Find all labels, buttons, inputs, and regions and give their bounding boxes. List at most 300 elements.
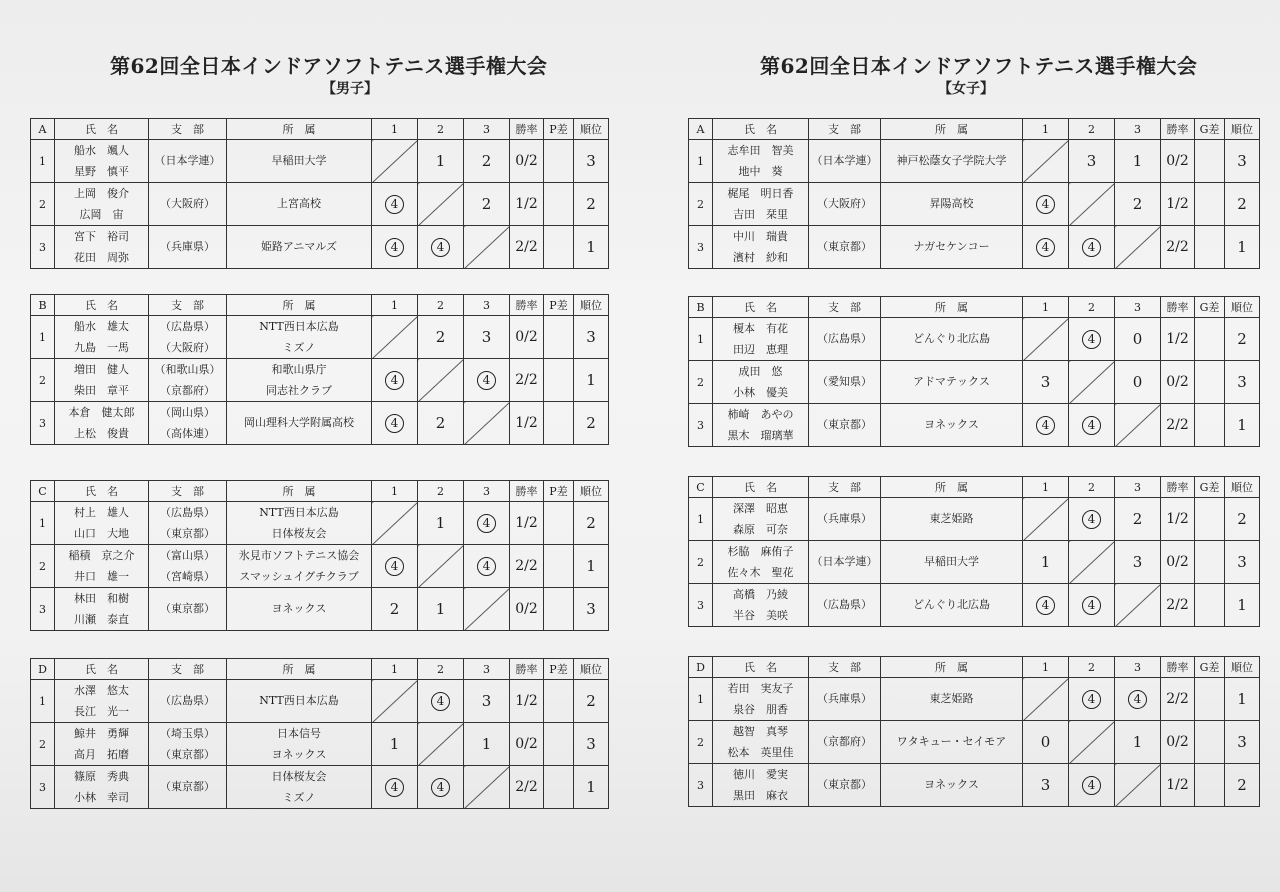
header-row bbox=[31, 659, 609, 680]
branch bbox=[809, 140, 881, 183]
group-label: B bbox=[689, 297, 713, 318]
header-affiliation: 所 属 bbox=[881, 657, 1023, 678]
table-row bbox=[31, 545, 609, 588]
point-diff bbox=[544, 680, 574, 723]
header-rank: 順位 bbox=[1225, 119, 1260, 140]
header-col-2: 2 bbox=[418, 295, 464, 316]
rank: 1 bbox=[1225, 404, 1260, 447]
row-index: 1 bbox=[31, 140, 55, 183]
player-names bbox=[55, 723, 149, 766]
player-names bbox=[713, 361, 809, 404]
header-row bbox=[31, 119, 609, 140]
self-match-diagonal bbox=[1023, 140, 1069, 183]
header-rank: 順位 bbox=[1225, 657, 1260, 678]
header-col-1: 1 bbox=[372, 659, 418, 680]
player-names-line-2: 吉田 栞里 bbox=[733, 208, 788, 221]
group-table-a bbox=[30, 118, 609, 269]
affiliation bbox=[881, 183, 1023, 226]
row-index: 2 bbox=[31, 183, 55, 226]
player-names-line-2: 上松 俊貴 bbox=[74, 427, 129, 440]
branch-line-1: （大阪府） bbox=[160, 197, 215, 210]
self-match-diagonal bbox=[1069, 541, 1115, 584]
player-names-line-2: 森原 可奈 bbox=[733, 523, 788, 536]
score-cell-3 bbox=[1115, 721, 1161, 764]
score-cell-2 bbox=[418, 588, 464, 631]
row-index: 3 bbox=[689, 764, 713, 807]
affiliation-line-1: 東芝姫路 bbox=[929, 512, 974, 525]
branch-line-1: （東京都） bbox=[817, 418, 872, 431]
branch bbox=[149, 402, 227, 445]
point-diff bbox=[1195, 140, 1225, 183]
affiliation-line-1: どんぐり北広島 bbox=[913, 332, 990, 345]
self-match-diagonal bbox=[372, 316, 418, 359]
self-match-diagonal bbox=[1069, 721, 1115, 764]
header-row bbox=[31, 481, 609, 502]
branch-line-1: （広島県） bbox=[160, 320, 215, 333]
group-label: A bbox=[31, 119, 55, 140]
table-row bbox=[31, 680, 609, 723]
affiliation bbox=[881, 764, 1023, 807]
score-cell-1 bbox=[372, 402, 418, 445]
player-names-line-2: 濱村 紗和 bbox=[733, 251, 788, 264]
header-col-2: 2 bbox=[418, 659, 464, 680]
rank: 1 bbox=[574, 766, 609, 809]
win-score-circled: 4 bbox=[1036, 195, 1055, 214]
affiliation-line-1: ヨネックス bbox=[924, 418, 979, 431]
row-index: 3 bbox=[31, 766, 55, 809]
win-score-circled: 4 bbox=[1128, 690, 1147, 709]
affiliation-line-1: 神戸松蔭女子学院大学 bbox=[896, 154, 1007, 167]
loss-score: 2 bbox=[389, 600, 400, 618]
row-index: 3 bbox=[31, 402, 55, 445]
player-names-line-2: 星野 慎平 bbox=[74, 165, 129, 178]
player-names-line-1: 鯨井 勇輝 bbox=[74, 727, 129, 740]
affiliation-line-1: 氷見市ソフトテニス協会 bbox=[238, 549, 360, 562]
player-names-line-2: 広岡 宙 bbox=[79, 208, 124, 221]
page-title: 第62回全日本インドアソフトテニス選手権大会 bbox=[110, 54, 548, 78]
table-row bbox=[689, 183, 1260, 226]
affiliation bbox=[227, 680, 372, 723]
header-diff: G差 bbox=[1195, 657, 1225, 678]
point-diff bbox=[544, 766, 574, 809]
header-name: 氏 名 bbox=[55, 659, 149, 680]
header-name: 氏 名 bbox=[55, 119, 149, 140]
player-names bbox=[55, 316, 149, 359]
branch-line-1: （兵庫県） bbox=[817, 692, 872, 705]
header-col-3: 3 bbox=[1115, 297, 1161, 318]
player-names-line-1: 高橋 乃綾 bbox=[733, 588, 788, 601]
header-branch: 支 部 bbox=[809, 477, 881, 498]
win-score-circled: 4 bbox=[1082, 330, 1101, 349]
branch bbox=[149, 226, 227, 269]
affiliation bbox=[227, 766, 372, 809]
player-names-line-2: 柴田 章平 bbox=[74, 384, 129, 397]
affiliation-line-1: ヨネックス bbox=[924, 778, 979, 791]
branch bbox=[149, 502, 227, 545]
loss-score: 1 bbox=[435, 514, 446, 532]
row-index: 2 bbox=[689, 183, 713, 226]
header-name: 氏 名 bbox=[713, 119, 809, 140]
score-cell-3 bbox=[1115, 678, 1161, 721]
loss-score: 1 bbox=[481, 735, 492, 753]
win-rate: 1/2 bbox=[510, 183, 544, 226]
score-cell-2 bbox=[1069, 584, 1115, 627]
branch-line-1: （東京都） bbox=[160, 780, 215, 793]
player-names-line-2: 地中 葵 bbox=[738, 165, 783, 178]
player-names-line-1: 越智 真琴 bbox=[733, 725, 788, 738]
branch-line-1: （愛知県） bbox=[817, 375, 872, 388]
player-names bbox=[713, 226, 809, 269]
header-name: 氏 名 bbox=[713, 657, 809, 678]
affiliation-line-1: 岡山理科大学附属高校 bbox=[244, 416, 354, 429]
affiliation-line-1: ワタキュー・セイモア bbox=[896, 735, 1007, 748]
rank: 2 bbox=[574, 502, 609, 545]
header-name: 氏 名 bbox=[713, 477, 809, 498]
header-name: 氏 名 bbox=[55, 295, 149, 316]
player-names-line-1: 稲積 京之介 bbox=[68, 549, 135, 562]
group-label: D bbox=[31, 659, 55, 680]
affiliation bbox=[227, 723, 372, 766]
score-cell-1 bbox=[372, 359, 418, 402]
header-win-rate: 勝率 bbox=[1161, 477, 1195, 498]
header-branch: 支 部 bbox=[809, 119, 881, 140]
header-rank: 順位 bbox=[1225, 477, 1260, 498]
rank: 2 bbox=[1225, 318, 1260, 361]
player-names-line-1: 杉脇 麻侑子 bbox=[727, 545, 794, 558]
player-names-line-2: 長江 光一 bbox=[74, 705, 129, 718]
self-match-diagonal bbox=[464, 766, 510, 809]
self-match-diagonal bbox=[1023, 498, 1069, 541]
section-subtitle: 【女子】 bbox=[938, 81, 994, 97]
group-table-d bbox=[30, 658, 609, 809]
loss-score: 0 bbox=[1132, 373, 1143, 391]
header-row bbox=[31, 295, 609, 316]
branch bbox=[809, 226, 881, 269]
row-index: 3 bbox=[689, 584, 713, 627]
header-affiliation: 所 属 bbox=[881, 119, 1023, 140]
affiliation bbox=[227, 316, 372, 359]
self-match-diagonal bbox=[464, 226, 510, 269]
header-diff: G差 bbox=[1195, 297, 1225, 318]
row-index: 3 bbox=[689, 404, 713, 447]
affiliation bbox=[227, 545, 372, 588]
player-names-line-2: 井口 雄一 bbox=[74, 570, 129, 583]
point-diff bbox=[544, 545, 574, 588]
affiliation-line-1: 姫路アニマルズ bbox=[260, 240, 338, 253]
score-cell-1 bbox=[1023, 584, 1069, 627]
branch-line-1: （和歌山県） bbox=[154, 363, 221, 376]
player-names-line-1: 榎本 有花 bbox=[733, 322, 788, 335]
group-label: B bbox=[31, 295, 55, 316]
point-diff bbox=[1195, 226, 1225, 269]
win-rate: 2/2 bbox=[1161, 584, 1195, 627]
win-rate: 0/2 bbox=[510, 723, 544, 766]
self-match-diagonal bbox=[418, 359, 464, 402]
self-match-diagonal bbox=[418, 723, 464, 766]
rank: 3 bbox=[1225, 140, 1260, 183]
point-diff bbox=[1195, 584, 1225, 627]
branch-line-2: （宮崎県） bbox=[160, 570, 215, 583]
affiliation bbox=[881, 678, 1023, 721]
player-names bbox=[55, 588, 149, 631]
win-score-circled: 4 bbox=[431, 238, 450, 257]
rank: 1 bbox=[574, 226, 609, 269]
win-rate: 0/2 bbox=[510, 316, 544, 359]
point-diff bbox=[1195, 764, 1225, 807]
header-win-rate: 勝率 bbox=[510, 481, 544, 502]
score-cell-2 bbox=[418, 680, 464, 723]
header-rank: 順位 bbox=[574, 119, 609, 140]
score-cell-3 bbox=[1115, 361, 1161, 404]
player-names-line-1: 増田 健人 bbox=[74, 363, 129, 376]
player-names bbox=[55, 140, 149, 183]
branch bbox=[149, 588, 227, 631]
win-score-circled: 4 bbox=[1082, 596, 1101, 615]
player-names bbox=[713, 678, 809, 721]
win-rate: 2/2 bbox=[1161, 226, 1195, 269]
row-index: 3 bbox=[31, 588, 55, 631]
player-names-line-2: 山口 大地 bbox=[74, 527, 129, 540]
score-cell-2 bbox=[418, 226, 464, 269]
win-rate: 1/2 bbox=[1161, 183, 1195, 226]
branch bbox=[149, 359, 227, 402]
rank: 1 bbox=[1225, 584, 1260, 627]
table-row bbox=[31, 316, 609, 359]
row-index: 1 bbox=[689, 498, 713, 541]
header-col-1: 1 bbox=[1023, 297, 1069, 318]
loss-score: 1 bbox=[435, 600, 446, 618]
loss-score: 3 bbox=[1040, 373, 1051, 391]
header-row bbox=[689, 657, 1260, 678]
self-match-diagonal bbox=[1115, 404, 1161, 447]
header-col-1: 1 bbox=[372, 481, 418, 502]
table-row bbox=[689, 721, 1260, 764]
point-diff bbox=[1195, 721, 1225, 764]
player-names-line-1: 宮下 裕司 bbox=[74, 230, 129, 243]
score-cell-3 bbox=[464, 359, 510, 402]
header-branch: 支 部 bbox=[149, 659, 227, 680]
header-diff: P差 bbox=[544, 481, 574, 502]
rank: 1 bbox=[574, 545, 609, 588]
row-index: 1 bbox=[689, 318, 713, 361]
branch-line-1: （広島県） bbox=[160, 506, 215, 519]
branch bbox=[809, 498, 881, 541]
player-names-line-1: 林田 和樹 bbox=[74, 592, 129, 605]
branch-line-1: （広島県） bbox=[160, 694, 215, 707]
player-names bbox=[55, 545, 149, 588]
score-cell-1 bbox=[1023, 764, 1069, 807]
player-names-line-1: 梶尾 明日香 bbox=[727, 187, 794, 200]
group-label: D bbox=[689, 657, 713, 678]
affiliation-line-1: ヨネックス bbox=[271, 602, 327, 615]
header-col-3: 3 bbox=[464, 295, 510, 316]
header-col-1: 1 bbox=[372, 119, 418, 140]
branch bbox=[809, 318, 881, 361]
affiliation-line-2: スマッシュイグチクラブ bbox=[239, 570, 359, 583]
header-branch: 支 部 bbox=[809, 297, 881, 318]
affiliation bbox=[227, 140, 372, 183]
player-names-line-1: 深澤 昭恵 bbox=[733, 502, 788, 515]
rank: 1 bbox=[1225, 678, 1260, 721]
table-row bbox=[689, 361, 1260, 404]
branch bbox=[809, 764, 881, 807]
header-row bbox=[689, 477, 1260, 498]
rank: 3 bbox=[574, 140, 609, 183]
win-score-circled: 4 bbox=[385, 557, 404, 576]
group-label: A bbox=[689, 119, 713, 140]
table-row bbox=[689, 584, 1260, 627]
header-branch: 支 部 bbox=[149, 119, 227, 140]
affiliation bbox=[881, 498, 1023, 541]
player-names bbox=[713, 721, 809, 764]
win-score-circled: 4 bbox=[1036, 596, 1055, 615]
self-match-diagonal bbox=[372, 502, 418, 545]
womens-sheet bbox=[640, 0, 1280, 892]
win-score-circled: 4 bbox=[385, 414, 404, 433]
player-names bbox=[713, 584, 809, 627]
win-score-circled: 4 bbox=[1082, 510, 1101, 529]
group-label: C bbox=[689, 477, 713, 498]
branch bbox=[809, 678, 881, 721]
score-cell-3 bbox=[464, 723, 510, 766]
branch bbox=[809, 361, 881, 404]
affiliation bbox=[227, 183, 372, 226]
branch bbox=[149, 680, 227, 723]
header-win-rate: 勝率 bbox=[1161, 657, 1195, 678]
branch bbox=[149, 545, 227, 588]
header-col-1: 1 bbox=[1023, 119, 1069, 140]
branch-line-1: （岡山県） bbox=[160, 406, 215, 419]
branch bbox=[809, 183, 881, 226]
score-cell-2 bbox=[418, 402, 464, 445]
branch bbox=[149, 140, 227, 183]
row-index: 2 bbox=[689, 541, 713, 584]
win-score-circled: 4 bbox=[477, 557, 496, 576]
affiliation bbox=[227, 359, 372, 402]
header-affiliation: 所 属 bbox=[881, 477, 1023, 498]
player-names-line-2: 高月 拓磨 bbox=[74, 748, 129, 761]
branch bbox=[149, 766, 227, 809]
table-row bbox=[31, 140, 609, 183]
header-rank: 順位 bbox=[574, 295, 609, 316]
score-cell-3 bbox=[1115, 140, 1161, 183]
self-match-diagonal bbox=[418, 183, 464, 226]
branch-line-1: （兵庫県） bbox=[160, 240, 215, 253]
score-cell-2 bbox=[1069, 140, 1115, 183]
branch-line-2: （大阪府） bbox=[160, 341, 215, 354]
table-row bbox=[31, 226, 609, 269]
score-cell-3 bbox=[1115, 183, 1161, 226]
player-names-line-2: 川瀬 泰直 bbox=[74, 613, 129, 626]
player-names-line-2: 黒木 瑠璃華 bbox=[727, 429, 794, 442]
header-rank: 順位 bbox=[1225, 297, 1260, 318]
loss-score: 3 bbox=[481, 692, 492, 710]
point-diff bbox=[544, 226, 574, 269]
header-affiliation: 所 属 bbox=[227, 119, 372, 140]
rank: 2 bbox=[1225, 498, 1260, 541]
loss-score: 2 bbox=[435, 414, 446, 432]
affiliation bbox=[881, 361, 1023, 404]
loss-score: 3 bbox=[1132, 553, 1143, 571]
table-row bbox=[31, 359, 609, 402]
header-col-2: 2 bbox=[1069, 119, 1115, 140]
table-row bbox=[689, 318, 1260, 361]
header-col-2: 2 bbox=[1069, 477, 1115, 498]
score-cell-1 bbox=[372, 723, 418, 766]
affiliation-line-1: どんぐり北広島 bbox=[913, 598, 990, 611]
rank: 3 bbox=[1225, 541, 1260, 584]
branch-line-1: （富山県） bbox=[160, 549, 215, 562]
self-match-diagonal bbox=[1115, 584, 1161, 627]
win-score-circled: 4 bbox=[385, 371, 404, 390]
score-cell-3 bbox=[1115, 498, 1161, 541]
win-rate: 0/2 bbox=[1161, 361, 1195, 404]
self-match-diagonal bbox=[1069, 183, 1115, 226]
header-affiliation: 所 属 bbox=[227, 659, 372, 680]
affiliation bbox=[881, 404, 1023, 447]
affiliation bbox=[227, 226, 372, 269]
point-diff bbox=[1195, 498, 1225, 541]
header-col-3: 3 bbox=[1115, 477, 1161, 498]
rank: 3 bbox=[1225, 361, 1260, 404]
rank: 2 bbox=[574, 402, 609, 445]
player-names-line-1: 本倉 健太郎 bbox=[68, 406, 135, 419]
point-diff bbox=[1195, 183, 1225, 226]
group-table-c bbox=[688, 476, 1260, 627]
self-match-diagonal bbox=[1069, 361, 1115, 404]
score-cell-1 bbox=[372, 183, 418, 226]
win-rate: 2/2 bbox=[510, 766, 544, 809]
header-branch: 支 部 bbox=[149, 295, 227, 316]
header-col-1: 1 bbox=[1023, 477, 1069, 498]
win-rate: 1/2 bbox=[1161, 498, 1195, 541]
loss-score: 0 bbox=[1132, 330, 1143, 348]
branch-line-1: （埼玉県） bbox=[160, 727, 215, 740]
rank: 1 bbox=[1225, 226, 1260, 269]
table-row bbox=[31, 402, 609, 445]
branch-line-2: （東京都） bbox=[160, 527, 215, 540]
loss-score: 0 bbox=[1040, 733, 1051, 751]
header-col-3: 3 bbox=[1115, 119, 1161, 140]
section-subtitle: 【男子】 bbox=[322, 81, 378, 97]
point-diff bbox=[544, 359, 574, 402]
header-col-2: 2 bbox=[418, 481, 464, 502]
branch-line-1: （東京都） bbox=[160, 602, 215, 615]
win-score-circled: 4 bbox=[1082, 238, 1101, 257]
win-rate: 0/2 bbox=[1161, 721, 1195, 764]
branch bbox=[809, 721, 881, 764]
header-branch: 支 部 bbox=[149, 481, 227, 502]
player-names-line-1: 上岡 俊介 bbox=[74, 187, 129, 200]
score-cell-3 bbox=[464, 545, 510, 588]
win-score-circled: 4 bbox=[385, 195, 404, 214]
group-table-d bbox=[688, 656, 1260, 807]
table-row bbox=[689, 226, 1260, 269]
table-row bbox=[689, 541, 1260, 584]
self-match-diagonal bbox=[418, 545, 464, 588]
score-cell-2 bbox=[418, 502, 464, 545]
player-names-line-2: 半谷 美咲 bbox=[733, 609, 788, 622]
branch bbox=[809, 584, 881, 627]
affiliation bbox=[227, 402, 372, 445]
header-col-1: 1 bbox=[1023, 657, 1069, 678]
header-col-2: 2 bbox=[418, 119, 464, 140]
row-index: 2 bbox=[31, 359, 55, 402]
self-match-diagonal bbox=[1115, 764, 1161, 807]
header-row bbox=[689, 119, 1260, 140]
branch bbox=[149, 723, 227, 766]
player-names bbox=[713, 498, 809, 541]
